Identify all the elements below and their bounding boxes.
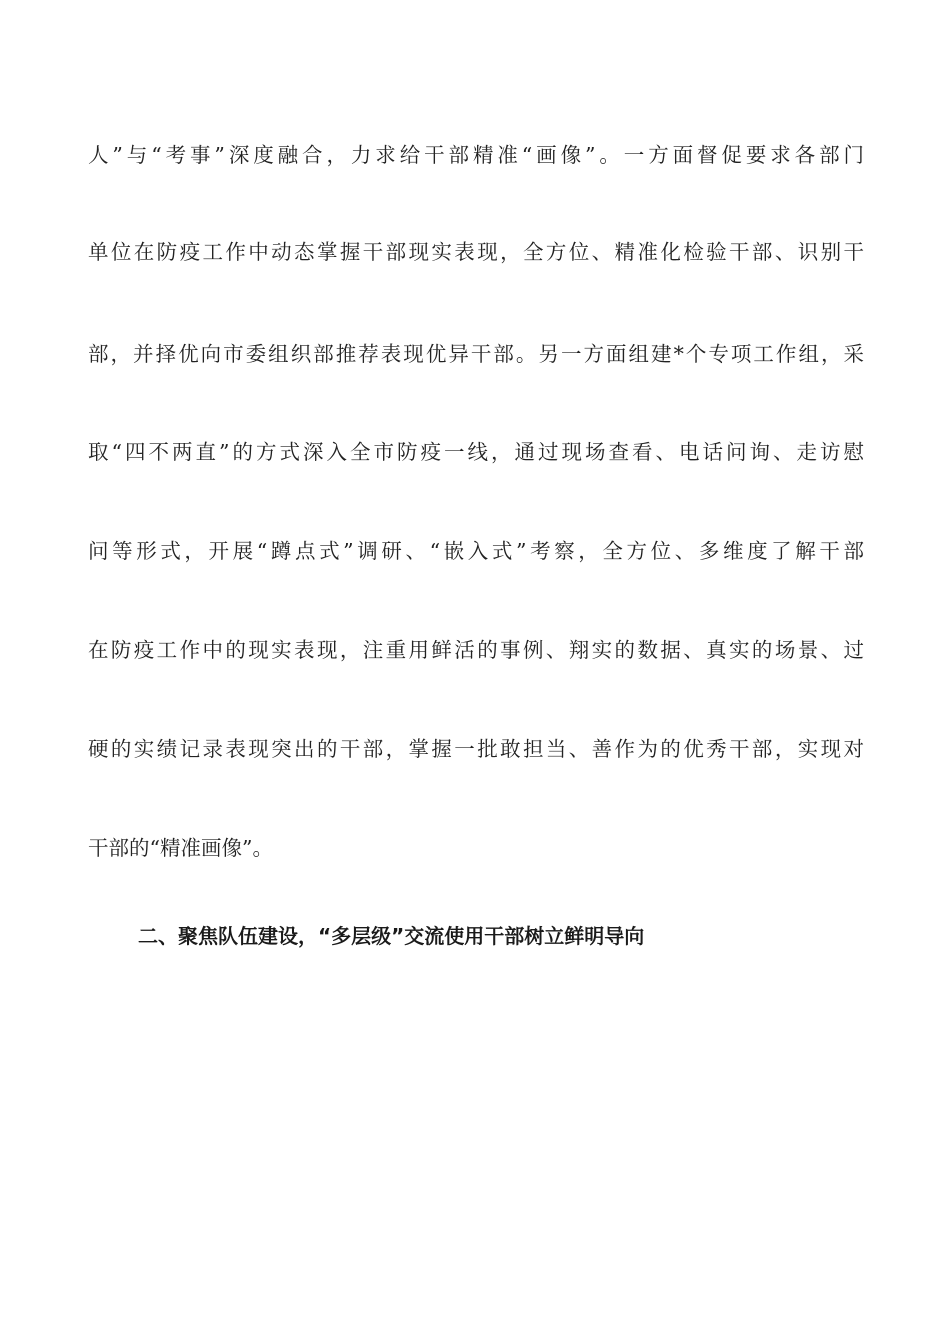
body-text-line-5: 问等形式，开展“蹲点式”调研、“嵌入式”考察，全方位、多维度了解干部 bbox=[88, 539, 864, 563]
body-text-line-3: 部，并择优向市委组织部推荐表现优异干部。另一方面组建*个专项工作组，采 bbox=[88, 342, 864, 366]
body-text-line-1: 人”与“考事”深度融合，力求给干部精准“画像”。一方面督促要求各部门 bbox=[88, 143, 864, 167]
body-text-line-8: 干部的“精准画像”。 bbox=[88, 836, 273, 860]
body-text-line-4: 取“四不两直”的方式深入全市防疫一线，通过现场查看、电话问询、走访慰 bbox=[88, 440, 864, 464]
section-heading: 二、聚焦队伍建设，“多层级”交流使用干部树立鲜明导向 bbox=[138, 924, 645, 948]
body-text-line-7: 硬的实绩记录表现突出的干部，掌握一批敢担当、善作为的优秀干部，实现对 bbox=[88, 737, 864, 761]
body-text-line-6: 在防疫工作中的现实表现，注重用鲜活的事例、翔实的数据、真实的场景、过 bbox=[88, 638, 864, 662]
body-text-line-2: 单位在防疫工作中动态掌握干部现实表现，全方位、精准化检验干部、识别干 bbox=[88, 240, 864, 264]
